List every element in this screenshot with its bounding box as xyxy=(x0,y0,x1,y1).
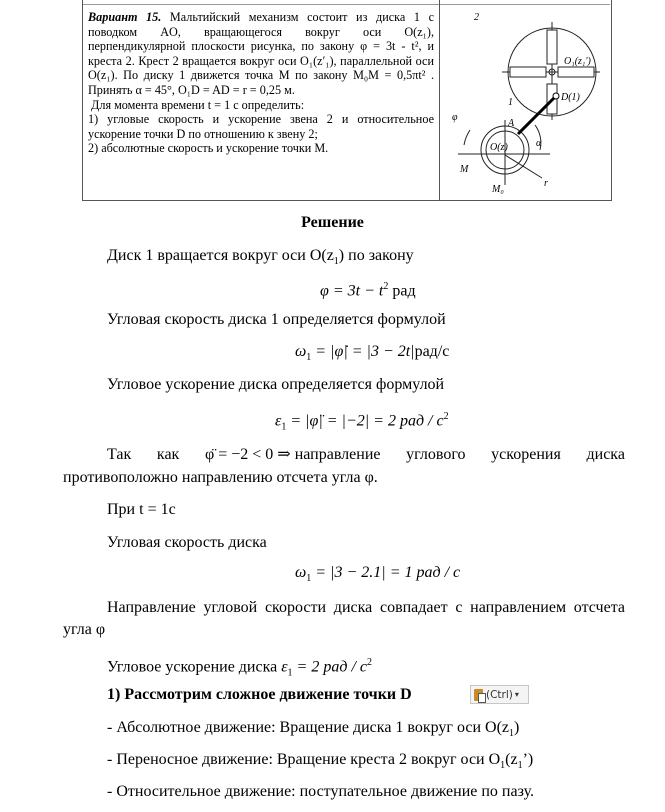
label-m0: M₀ xyxy=(492,184,504,195)
variant-label: Вариант 15. xyxy=(88,10,162,24)
label-r: r xyxy=(544,178,548,189)
bullet-1: - Абсолютное движение: Вращение диска 1 вокруг оси $O(z_1)$ xyxy=(107,719,520,740)
solution-title: Решение xyxy=(301,214,364,231)
task-question: Для момента времени t = 1 с определить: xyxy=(91,97,305,112)
mechanism-diagram xyxy=(440,0,600,200)
formula-omega-value: $\omega_1 = |3 - 2.1| = 1$ рад / с xyxy=(295,564,461,585)
paragraph-7-cont: угла φ xyxy=(63,621,106,638)
clipboard-icon xyxy=(474,689,483,701)
task-item-2: 2) абсолютные скорость и ускорение точки M. xyxy=(88,141,329,156)
paragraph-6: Угловая скорость диска xyxy=(107,534,267,551)
bullet-3: - Относительное движение: поступательное движение по пазу. xyxy=(107,783,534,800)
paragraph-4: Так как φ̈ = −2 < 0 ⇒ направление углового ускорения диска xyxy=(107,446,625,463)
paste-options-button[interactable] xyxy=(470,685,529,704)
paragraph-1: Диск 1 вращается вокруг оси $O(z_1)$ по закону xyxy=(107,247,414,268)
bullet-2: - Переносное движение: Вращение креста 2 вокруг оси $O_1(z_1’)$ xyxy=(107,751,534,772)
paragraph-7: Направление угловой скорости диска совпадает с направлением отсчета xyxy=(107,599,625,616)
label-m: M xyxy=(460,164,469,175)
label-alpha: α xyxy=(536,138,542,149)
formula-epsilon: $\varepsilon_1$ = |φ̈| = |−2| = 2 рад / $с^2$ xyxy=(275,411,449,433)
chevron-down-icon: ▾ xyxy=(514,690,519,699)
task-item-1: 1) угловые скорость и ускорение звена 2 и относительное ускорение точки D по отношению к звену 2; xyxy=(88,112,434,141)
label-a: A xyxy=(508,118,515,129)
formula-omega: $\omega_1$ = |φ̇| = |3 − 2t|рад/с xyxy=(295,343,450,364)
task-text xyxy=(88,10,434,156)
paragraph-5: При t = 1с xyxy=(107,501,176,518)
label-o: O(z) xyxy=(490,142,508,153)
task-description: Мальтийский механизм состоит из диска 1 с поводком AO, вращающегося вокруг оси O(z₁), перпендикулярной плоскости рисунка, по закону φ = 3t - t², и креста 2. Крест 2 вращается вокруг оси O₁(z′₁), параллельной оси O(z₁). По диску 1 движется точка M по закону M₀M = 0,5πt² . Принять α = 45°, O₁D = AD = r = 0,25 м. xyxy=(88,10,435,97)
paste-label: (Ctrl) xyxy=(486,688,513,701)
label-phi: φ xyxy=(452,112,458,123)
paragraph-2: Угловая скорость диска 1 определяется формулой xyxy=(107,311,446,328)
section-heading: 1) Рассмотрим сложное движение точки D xyxy=(107,686,412,703)
label-o1: O₁(z₁') xyxy=(564,56,591,67)
formula-phi: $\varphi = 3t - t^2$ рад xyxy=(320,281,416,300)
label-2: 2 xyxy=(474,12,479,23)
paragraph-3: Угловое ускорение диска определяется формулой xyxy=(107,376,445,393)
paragraph-8: Угловое ускорение диска $\varepsilon_1 = 2$ рад / $с^2$ xyxy=(107,657,372,679)
label-d: D(1) xyxy=(561,92,580,103)
paragraph-4-cont: противоположно направлению отсчета угла φ. xyxy=(63,469,378,486)
label-1: 1 xyxy=(508,97,513,108)
